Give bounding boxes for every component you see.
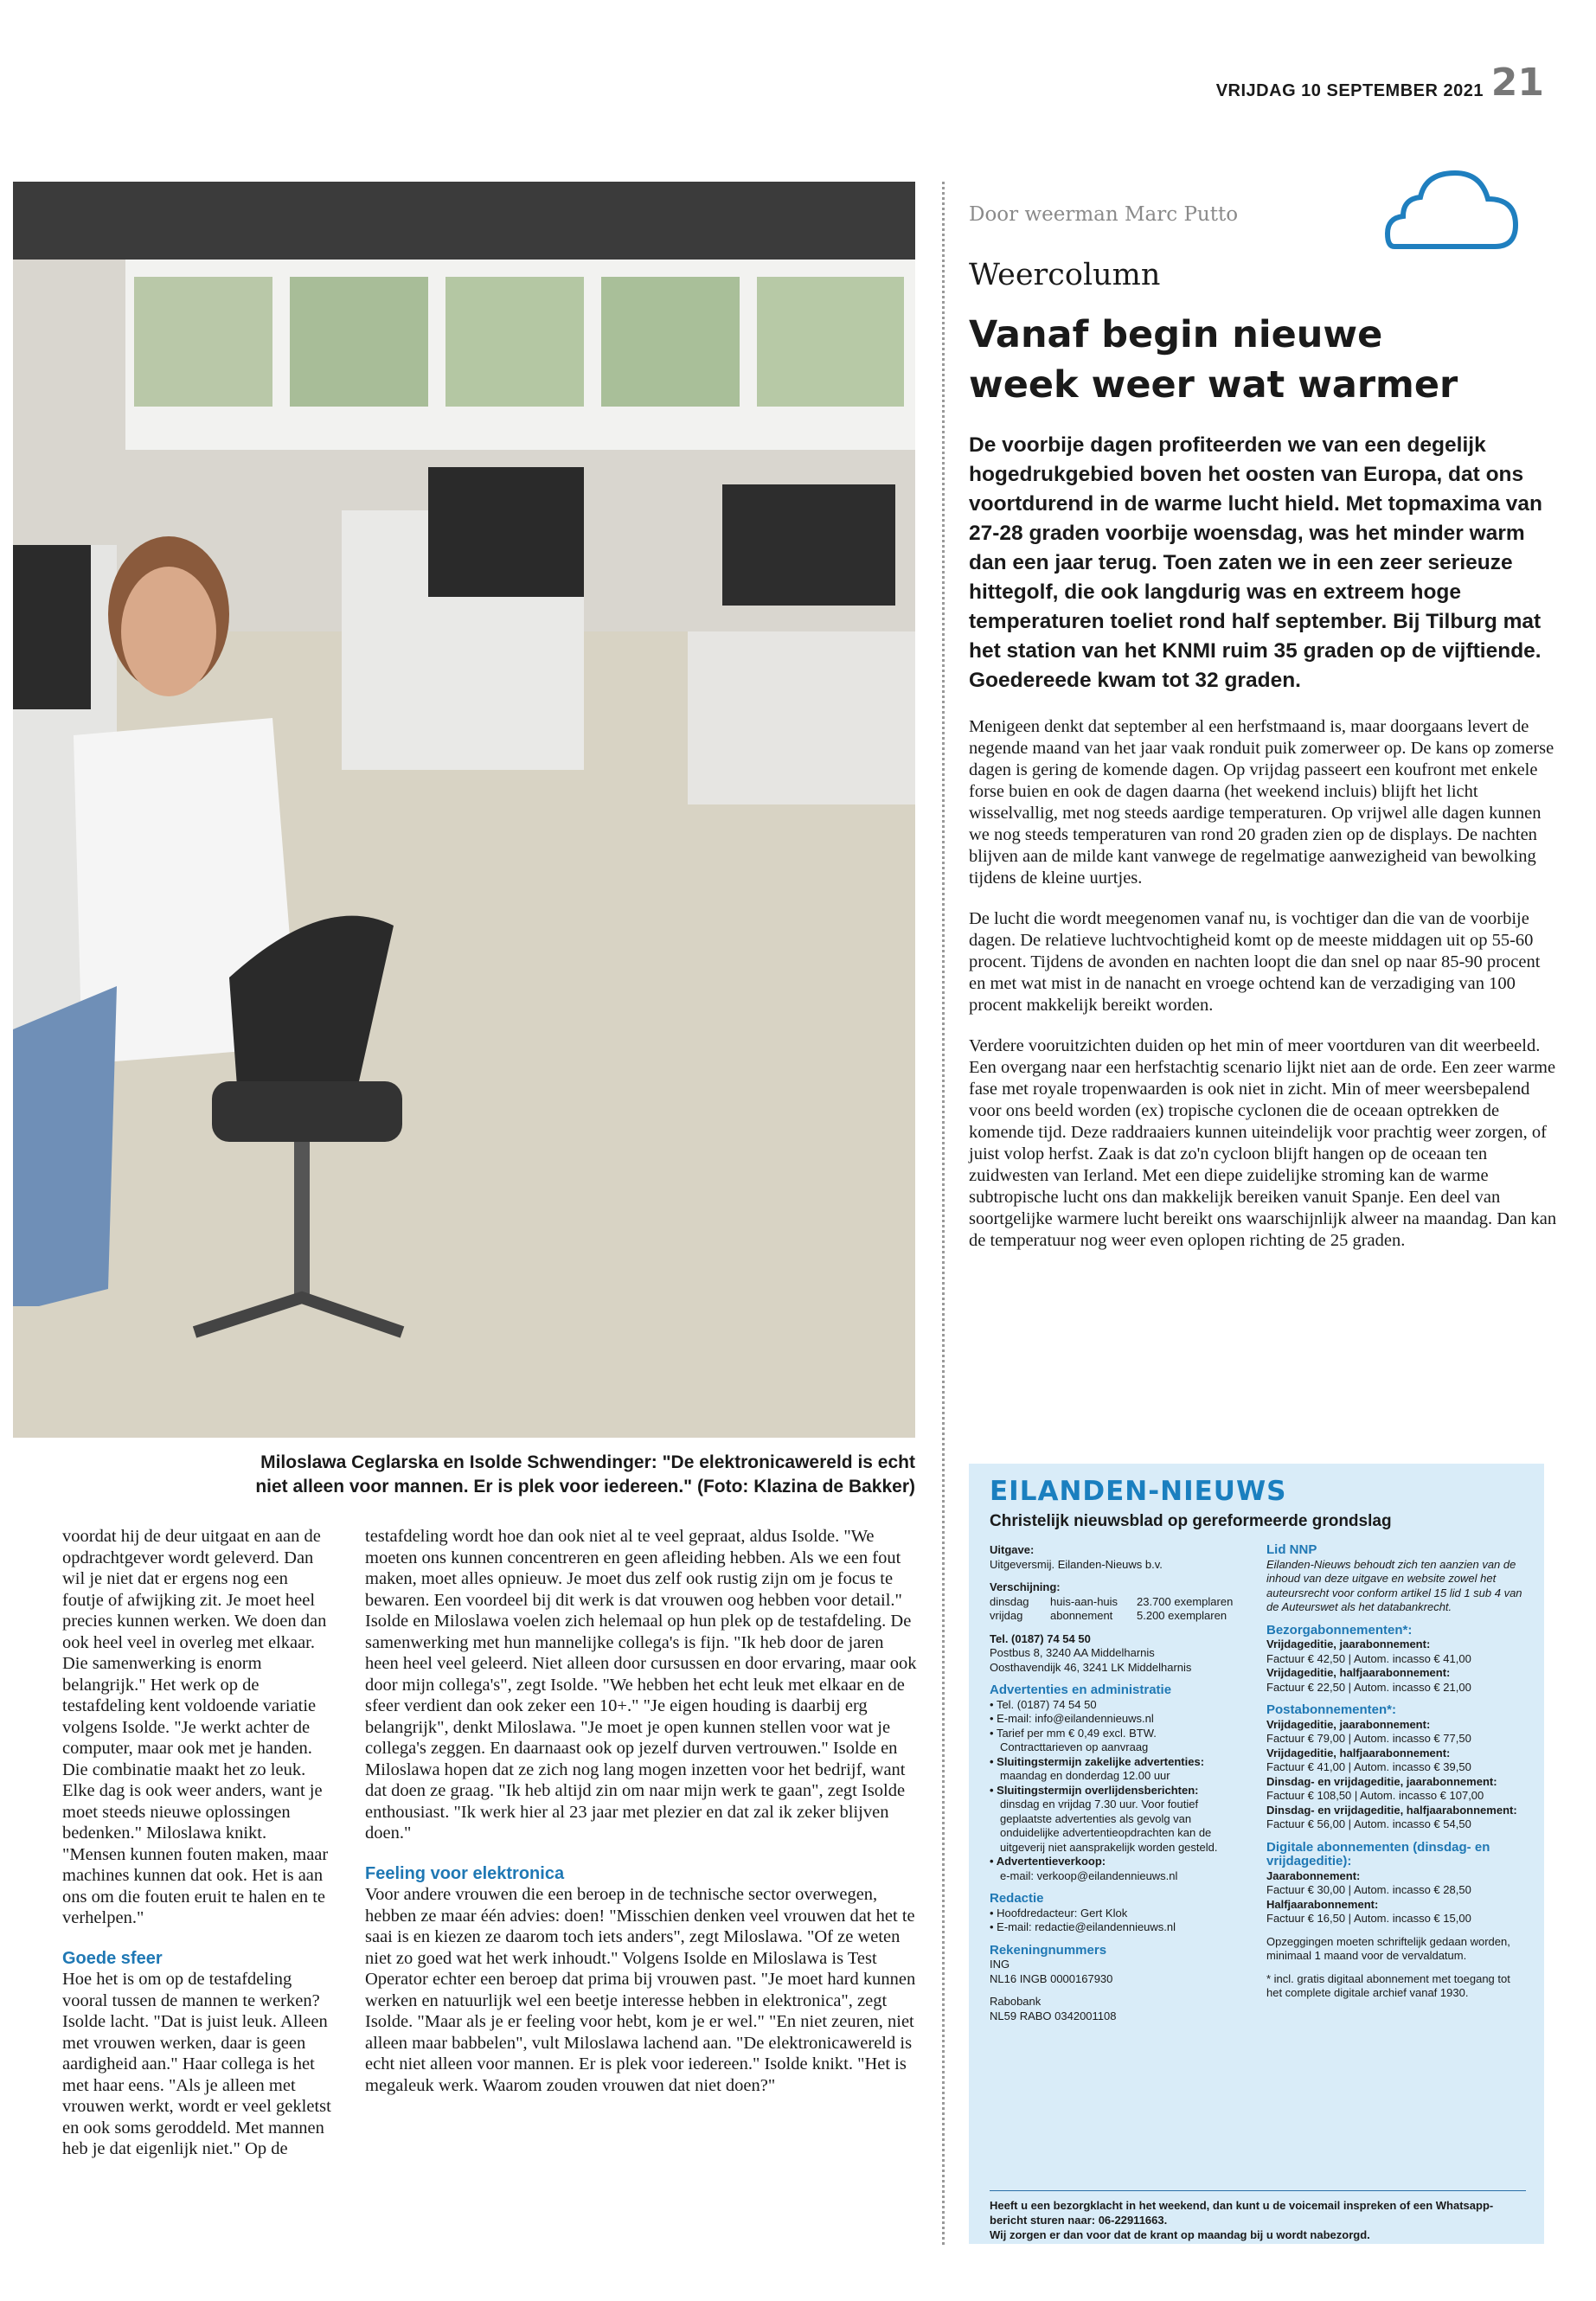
email-link[interactable]: e-mail: verkoop@eilandennieuws.nl <box>1000 1868 1178 1882</box>
email-link[interactable]: • E-mail: info@eilandennieuws.nl <box>990 1712 1249 1727</box>
paragraph: voordat hij de deur uitgaat en aan de opdrachtgever wordt geleverd. Dan wil je niet dat er ergens nog een foutje of afwijking zit. Je moet heel precies kunnen werken. We doen dan ook heel veel in overleg met elkaar. Die samenwerking is enorm belangrijk." Het werk op de testafdeling kent voldoende variatie volgens Isolde. "Je werkt achter de computer, maar ook met je handen. Die combinatie maakt het zo leuk. Elke dag is ook weer anders, want je moet steeds nieuwe oplossingen bedenken." Miloslawa knikt. "Mensen kunnen fouten maken, maar machines kunnen dat ook. Het is aan ons om die fouten eruit te halen en te verhelpen." <box>62 1527 329 1927</box>
column-divider <box>942 182 945 2245</box>
colofon-footer: Heeft u een bezorgklacht in het weekend, dan kunt u de voicemail inspreken of een Whatsapp-bericht sturen naar: 06-22911663. Wij zorgen er dan voor dat de krant op maandag bij u wordt nabezorgd. <box>990 2190 1526 2242</box>
weather-body <box>969 716 1557 1271</box>
byline: Door weerman Marc Putto <box>969 203 1239 226</box>
colofon-box <box>969 1464 1544 2244</box>
newspaper-tagline: Christelijk nieuwsblad op gereformeerde grondslag <box>990 1512 1392 1530</box>
article-column-1 <box>62 1526 332 2179</box>
colofon-right: Lid NNP Eilanden-Nieuws behoudt zich ten aanzien van de inhoud van deze uitgave en website zowel het auteursrecht voor conform artikel 15 lid 1 sub 4 van de Auteurswet als het databankrecht. Bezorgabonnementen*: Vrijdageditie, jaarabonnement: Factuur € 42,50 | Autom. incasso € 41,00 Vrijdageditie, halfjaarabonnement: Factuur € 22,50 | Autom. incasso € 21,00 Postabonnementen*: Vrijdageditie, jaarabonnement: Factuur € 79,00 | Autom. incasso € 77,50 Vrijdageditie, halfjaarabonnement: Factuur € 41,00 | Autom. incasso € 39,50 Dinsdag- en vrijdageditie, jaarabonnement: Factuur € 108,50 | Autom. incasso € 107,00 Dinsdag- en vrijdageditie, halfjaarabonnement: Factuur € 56,00 | Autom. incasso € 54,50 Digitale abonnementen (dinsdag- en vrijdageditie): Jaarabonnement: Factuur € 30,00 | Autom. incasso € 28,50 Halfjaarabonnement: Factuur € 16,50 | Autom. incasso € 15,00 Opzeggingen moeten schriftelijk gedaan worden, minimaal 1 maand voor de vervaldatum. * incl. gratis digitaal abonnement met toegang tot het complete digitale archief vanaf 1930. <box>1266 1542 1522 1999</box>
paragraph: testafdeling wordt hoe dan ook niet al te veel gepraat, aldus Isolde. "We moeten ons kunnen concentreren en geen afleiding hebben. Als we een fout maken, moet alles opnieuw. Je moet dus zelf ook rustig zijn om je focus te bewaren. Een voordeel bij dit werk is dat vrouwen oog hebben voor detail." Isolde en Miloslawa voelen zich helemaal op hun plek op de testafdeling. De samenwerking met hun mannelijke collega's is fijn. "Ik heb door de jaren heen heel veel geleerd. Niet alleen door cursussen en door ervaring, maar ook door mijn collega's", zegt Isolde. "We hebben het echt leuk met elkaar en de sfeer verdient dan ook zeker een 10+." "Je eigen houding is daarbij erg belangrijk", denkt Miloslawa. "Je moet je open kunnen stellen voor wat je collega's zeggen. En daarnaast ook op jezelf durven vertrouwen." Isolde en Miloslawa hopen dat ze zich nog lang mogen inzetten voor het bedrijf, want dat doen ze graag. "Ik heb altijd zin om naar mijn werk te gaan", zegt Isolde enthousiast. "Ik werk hier al 23 jaar met plezier en dat zal ik zeker blijven doen." <box>365 1527 917 1843</box>
subheading: Feeling voor elektronica <box>365 1863 565 1883</box>
weather-headline: Vanaf begin nieuwe week weer wat warmer <box>969 313 1458 407</box>
article-column-2 <box>365 1526 919 2115</box>
photo-caption: Miloslawa Ceglarska en Isolde Schwendinger: "De elektronicawereld is echt niet alleen voor mannen. Er is plek voor iedereen." (Foto: Klazina de Bakker) <box>255 1452 915 1497</box>
cloud-icon <box>1384 164 1522 260</box>
colofon-left: Uitgave: Uitgeversmij. Eilanden-Nieuws b.v. Verschijning: dinsdag huis-aan-huis 23.700 exemplaren vrijdag abonnement 5.200 exemplaren Tel. (0187) 74 54 50 Postbus 8, 3240 AA Middelharnis Oosthavendijk 46, 3241 LK Middelharnis Advertenties en administratie • Tel. (0187) 74 54 50 • E-mail: info@eilandennieuws.nl • Tarief per mm € 0,49 excl. BTW. Contracttarieven op aanvraag • Sluitingstermijn zakelijke advertenties: maandag en donderdag 12.00 uur • Sluitingstermijn overlijdensberichten: dinsdag en vrijdag 7.30 uur. Voor foutief geplaatste advertenties als gevolg van onduidelijke advertentieopdrachten kan de uitgeverij niet aansprakelijk worden gesteld. • Advertentieverkoop: e-mail: verkoop@eilandennieuws.nl Redactie • Hoofdredacteur: Gert Klok • E-mail: redactie@eilandennieuws.nl Rekeningnummers ING NL16 INGB 0000167930 Rabobank NL59 RABO 0342001108 <box>990 1543 1249 2023</box>
article-photo <box>13 182 915 1438</box>
paragraph: De lucht die wordt meegenomen vanaf nu, is vochtiger dan die van de voorbije dagen. De relatieve luchtvochtigheid komt op de meeste middagen uit op 55-60 procent. Tijdens de avonden en nachten loopt die dan snel op naar 85-90 procent en met wat mist in de nanacht en vroege ochtend kan de verzadiging van 100 procent makkelijk bereikt worden. <box>969 909 1541 1015</box>
subheading: Goede sfeer <box>62 1948 163 1968</box>
paragraph: Hoe het is om op de testafdeling vooral tussen de mannen te werken? Isolde lacht. "Dat is juist leuk. Alleen met vrouwen werken, daar is geen aardigheid aan." Haar collega is het met haar eens. "Als je alleen met vrouwen werkt, wordt er veel gekletst en ook soms geroddeld. Met mannen heb je dat eigenlijk niet." Op de <box>62 1970 331 2158</box>
page-date: VRIJDAG 10 SEPTEMBER 2021 <box>1215 81 1484 100</box>
column-kicker: Weercolumn <box>969 258 1161 292</box>
paragraph: Menigeen denkt dat september al een herfstmaand is, maar doorgaans levert de negende maand van het jaar vaak ronduit puik zomerweer op. De kans op zomerse dagen is gering de komende dagen. Op vrijdag passeert een koufront met enkele forse buien en ook de dagen daarna (het weekend incluis) blijft het licht wisselvallig, met nog steeds aardige temperaturen. Op vrijwel alle dagen kunnen we nog steeds temperaturen van rond 20 graden zien op de displays. De nachten blijven aan de milde kant vanwege de regelmatige aanwezigheid van bewolking tijdens de kleine uurtjes. <box>969 717 1554 888</box>
paragraph: Verdere vooruitzichten duiden op het min of meer voortduren van dit weerbeeld. Een overgang naar een herfstachtig scenario lijkt niet aan de orde. Een zeer warme fase met royale tropenwaarden is ook niet in zicht. Min of meer weersbepalend voor ons beeld worden (ex) tropische cyclonen die de oceaan optrekken de komende tijd. Deze raddraaiers kunnen uiteindelijk voor prachtig weer zorgen, of juist volop herfst. Zaak is dat zo'n cycloon blijft hangen op de oceaan ten zuidwesten van Ierland. Met een diepe zuidelijke stroming kan de warme subtropische lucht ons dan makkelijk bereiken vanuit Spanje. Een deel van soortgelijke warmere lucht bereikt ons waarschijnlijk alweer na maandag. Dan kan de temperatuur nog weer even oplopen richting de 25 graden. <box>969 1036 1557 1250</box>
paragraph: Voor andere vrouwen die een beroep in de technische sector overwegen, hebben ze maar één advies: doen! "Misschien denken veel vrouwen dat het te saai is en kiezen ze daarom toch iets anders", zegt Miloslawa. "Of ze weten niet zo goed wat het werk inhoudt." Volgens Isolde en Miloslawa is Test Operator echter een beroep dat prima bij vrouwen past. "Je moet hard kunnen werken en natuurlijk wel een beetje interesse hebben in elektronica", zegt Isolde. "Maar als je er feeling voor hebt, kom je er wel." "En niet zeuren, niet alleen maar babbelen", vult Miloslawa lachend aan. "De elektronicawereld is echt niet alleen voor mannen. Er is plek voor iedereen." Isolde knikt. "Het is megaleuk werk. Waarom zouden vrouwen dat niet doen?" <box>365 1885 916 2095</box>
page-number: 21 <box>1490 61 1544 105</box>
weather-lead: De voorbije dagen profiteerden we van een degelijk hogedrukgebied boven het oosten van Europa, dat ons voortdurend in de warme lucht hield. Met topmaxima van 27-28 graden voorbije woensdag, was het minder warm dan een jaar terug. Toen zaten we in een zeer serieuze hittegolf, die ook langdurig was en extreem hoge temperaturen toeliet rond half september. Bij Tilburg mat het station van het KNMI ruim 35 graden op de vijftiende. Goedereede kwam tot 32 graden. <box>969 433 1542 692</box>
newspaper-logo: EILANDEN-NIEUWS <box>990 1476 1287 1507</box>
email-link[interactable]: • E-mail: redactie@eilandennieuws.nl <box>990 1920 1249 1935</box>
